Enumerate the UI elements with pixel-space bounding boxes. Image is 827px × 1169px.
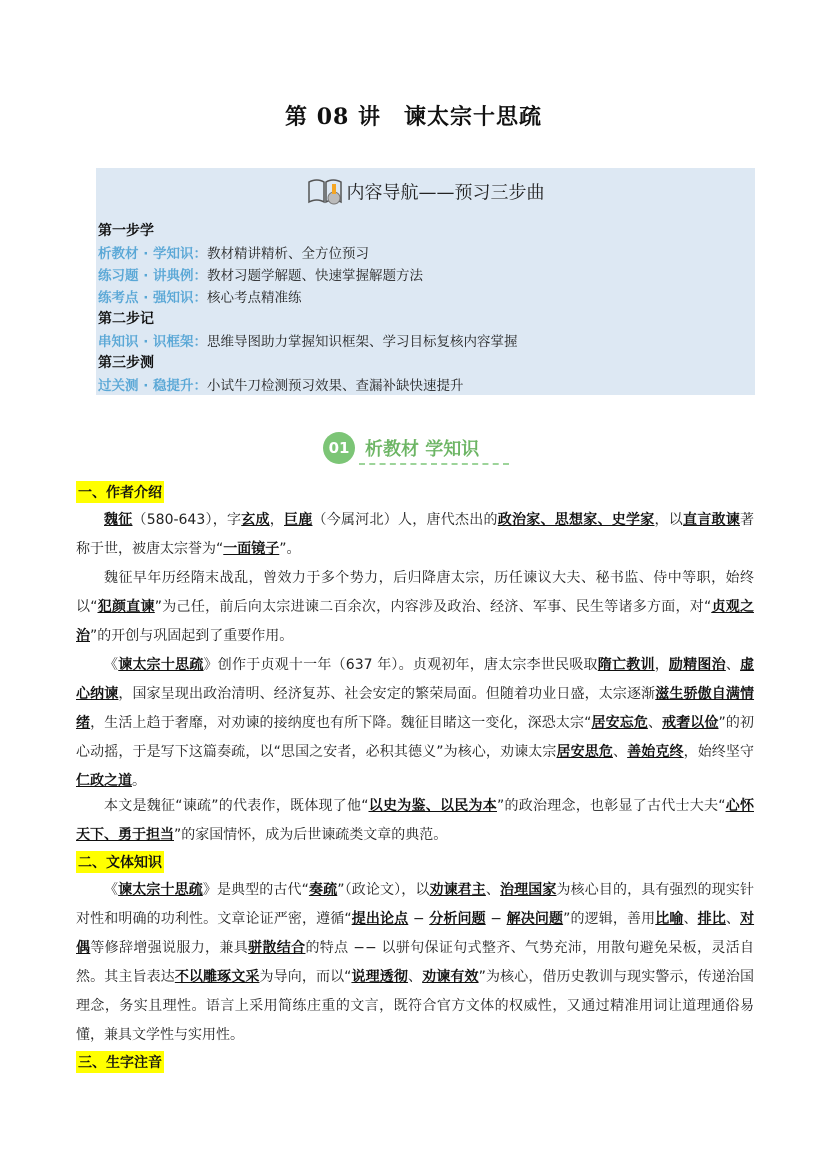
nav-item: 练习题 · 讲典例：教材习题学解题、快速掌握解题方法	[98, 268, 424, 284]
nav-item: 串知识 · 识框架：思维导图助力掌握知识框架、学习目标复核内容掌握	[98, 334, 518, 350]
content-navigation-box	[96, 168, 755, 395]
nav-item: 析教材 · 学知识：教材精讲精析、全方位预习	[98, 246, 370, 262]
paragraph-author-2: 魏征早年历经隋末战乱，曾效力于多个势力，后归降唐太宗，历任谏议大夫、秘书监、侍中等职，始终以“犯颜直谏”为己任，前后向太宗进谏二百余次，内容涉及政治、经济、军事、民生等诸多方面，对“贞观之治”的开创与巩固起到了重要作用。	[76, 570, 754, 644]
paragraph-genre: 《谏太宗十思疏》是典型的古代“奏疏”（政论文），以劝谏君主、治理国家为核心目的，具有强烈的现实针对性和明确的功利性。文章论证严密，遵循“提出论点 − 分析问题 − 解决问题”的逻辑，善用比喻、排比、对偶等修辞增强说服力，兼具骈散结合的特点 −− 以骈句保证句式整齐、气势充沛，用散句避免呆板，灵活自然。其主旨表达不以雕琢文采为导向，而以“说理透彻、劝谏有效”为核心，借历史教训与现实警示，传递治国理念，务实且理性。语言上采用简练庄重的文言，既符合官方文体的权威性，又通过精准用词让道理通俗易懂，兼具文学性与实用性。	[76, 882, 755, 1043]
paragraph-author-1: 魏征（580-643），字玄成，巨鹿（今属河北）人，唐代杰出的政治家、思想家、史学家，以直言敢谏著称于世，被唐太宗誉为“一面镜子”。	[76, 512, 754, 557]
badge-label: 析教材 学知识	[365, 439, 480, 460]
section-chars: 三、生字注音	[76, 1051, 164, 1073]
section-badge	[323, 430, 513, 466]
paragraph-author-3: 《谏太宗十思疏》创作于贞观十一年（637 年）。贞观初年，唐太宗李世民吸取隋亡教训，励精图治、虚心纳谏，国家呈现出政治清明、经济复苏、社会安定的繁荣局面。但随着功业日盛，太宗逐渐滋生骄傲自满情绪，生活上趋于奢靡，对劝谏的接纳度也有所下降。魏征目睹这一变化，深恐太宗“居安忘危、戒奢以俭”的初心动摇，于是写下这篇奏疏，以“思国之安者，必积其德义”为核心，劝谏太宗居安思危、善始克终，始终坚守仁政之道。	[76, 657, 755, 789]
paragraph-author-4: 本文是魏征“谏疏”的代表作，既体现了他“以史为鉴、以民为本”的政治理念，也彰显了古代士大夫“心怀天下、勇于担当”的家国情怀，成为后世谏疏类文章的典范。	[76, 798, 754, 843]
step3-title: 第三步测	[98, 355, 154, 371]
page-title: 第 08 讲 谏太宗十思疏	[285, 104, 542, 130]
nav-heading-text: 内容导航——预习三步曲	[346, 182, 545, 204]
step2-title: 第二步记	[98, 311, 154, 327]
nav-item: 练考点 · 强知识：核心考点精准练	[98, 290, 302, 306]
section-genre: 二、文体知识	[76, 851, 164, 873]
step1-title: 第一步学	[98, 223, 154, 239]
book-icon	[307, 176, 343, 211]
nav-item: 过关测 · 稳提升：小试牛刀检测预习效果、查漏补缺快速提升	[98, 378, 464, 394]
badge-number: 01	[323, 432, 355, 464]
nav-heading	[96, 176, 755, 211]
section-author: 一、作者介绍	[76, 481, 164, 503]
badge-underline	[359, 463, 509, 465]
